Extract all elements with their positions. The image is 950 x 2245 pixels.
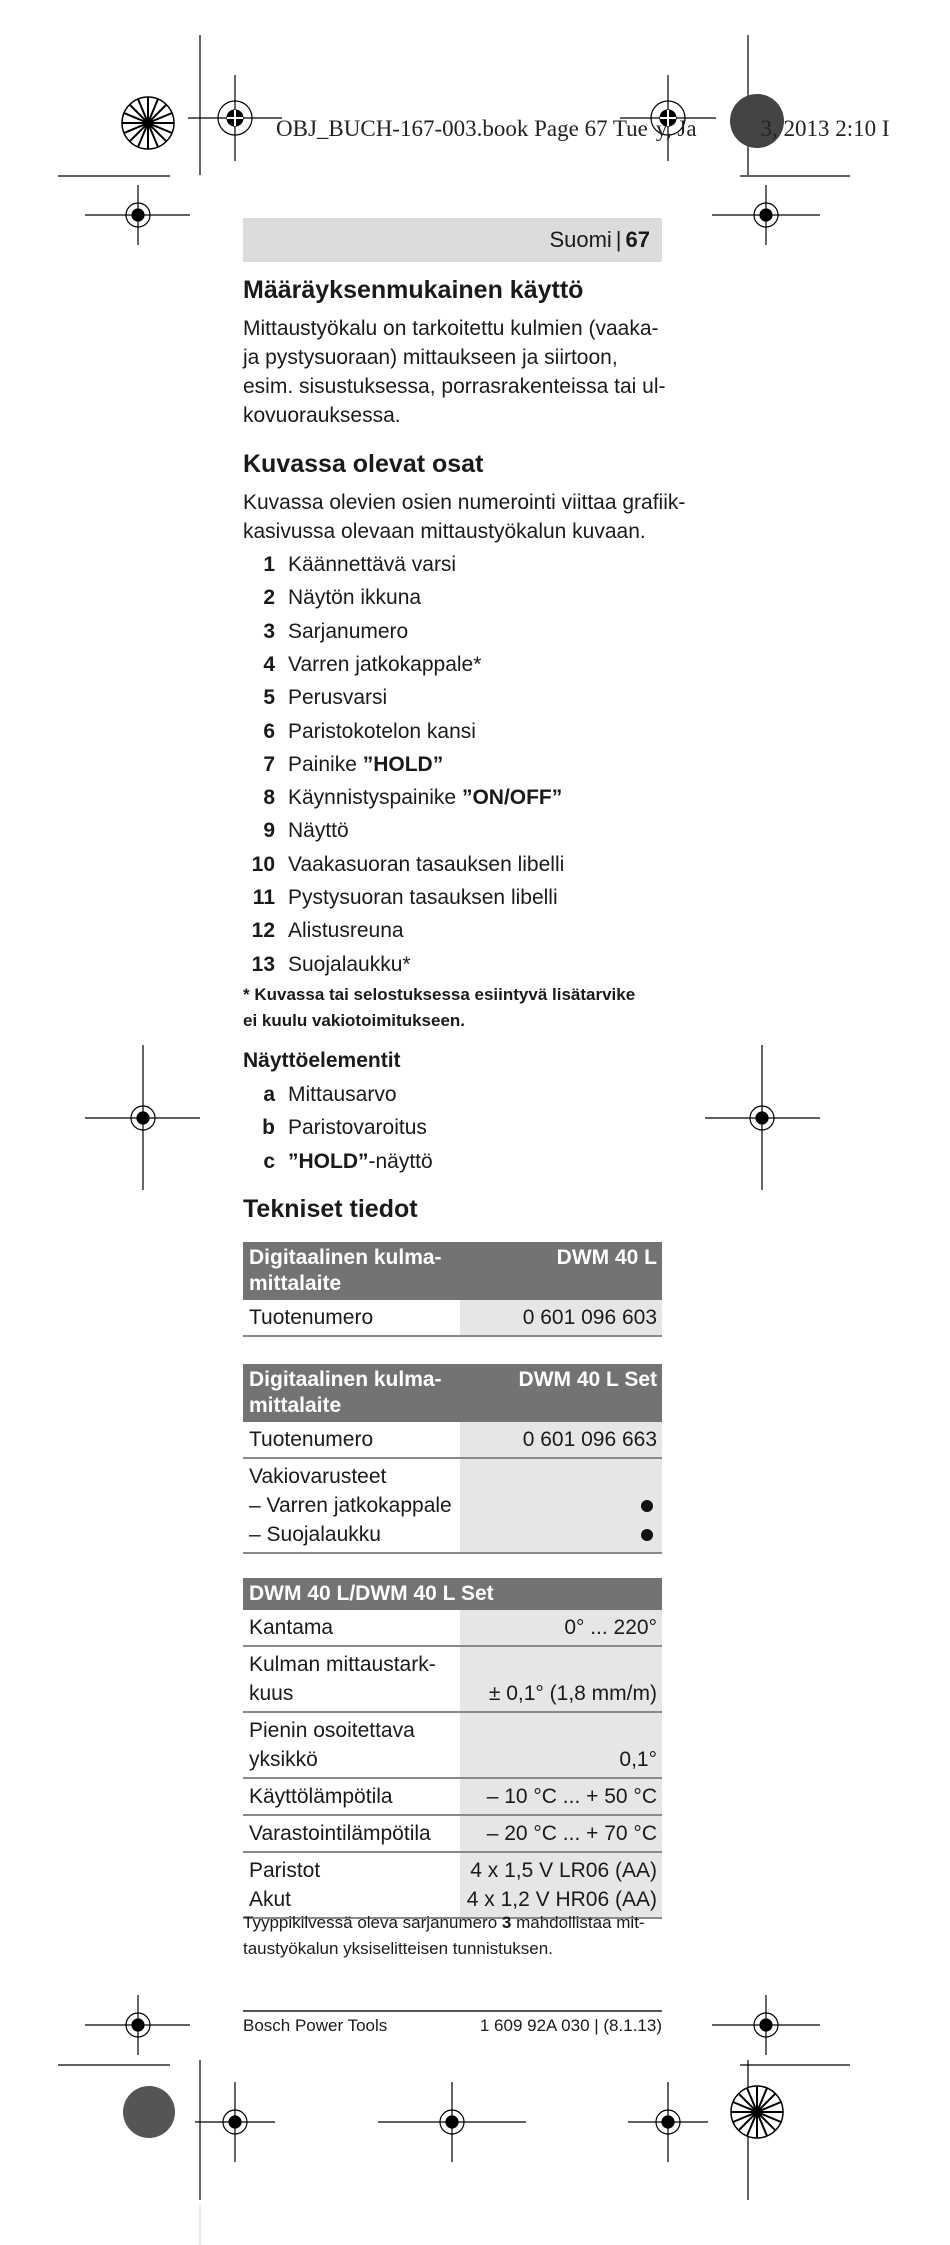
table-header: DWM 40 L/DWM 40 L Set [243, 1578, 662, 1610]
footer-publisher: Bosch Power Tools [243, 2016, 388, 2035]
item-label: Vaakasuoran tasauksen libelli [288, 852, 565, 876]
item-number: 1 [263, 553, 275, 576]
spec-table-common [243, 1578, 662, 1919]
table-row: Kulman mittaustark- kuus ± 0,1° (1,8 mm/m) [243, 1647, 662, 1713]
registration-mark [85, 1995, 190, 2055]
registration-mark [195, 2082, 275, 2162]
registration-mark [188, 75, 282, 161]
item-label: Varren jatkokappale* [288, 652, 482, 676]
accessory-footnote: * Kuvassa tai selostuksessa esiintyvä lisätarvike ei kuulu vakiotoimitukseen. [243, 985, 636, 1030]
item-letter: a [263, 1083, 275, 1106]
table-row: Käyttölämpötila – 10 °C ... + 50 °C [243, 1779, 662, 1816]
table-row: Tuotenumero 0 601 096 663 [243, 1422, 662, 1459]
table-row: Varastointilämpötila – 20 °C ... + 70 °C [243, 1816, 662, 1853]
separator: | [615, 227, 622, 252]
registration-mark [628, 2082, 708, 2162]
list-item [243, 617, 409, 646]
table-row: Tuotenumero 0 601 096 603 [243, 1300, 662, 1337]
table-header: Digitaalinen kulma- mittalaite DWM 40 L Set [243, 1364, 662, 1422]
section-title-specs: Tekniset tiedot [243, 1195, 418, 1223]
list-item [243, 1113, 427, 1142]
item-label: Alistusreuna [288, 919, 404, 943]
footer-doc-number: 1 609 92A 030 | (8.1.13) [479, 2016, 662, 2035]
item-label: Näyttö [288, 819, 349, 843]
item-label: Perusvarsi [288, 686, 388, 710]
item-number: 10 [251, 852, 275, 876]
serial-number-note: Tyyppikilvessä oleva sarjanumero 3 mahdollistaa mit- taustyökalun yksiselitteisen tunnistuksen. [243, 1913, 645, 1958]
item-number: 8 [263, 786, 275, 810]
model-name: DWM 40 L Set [518, 1368, 657, 1391]
included-bullet-icon [641, 1500, 653, 1512]
list-item [243, 816, 349, 845]
registration-starburst [122, 97, 174, 149]
list-item [243, 783, 563, 812]
registration-mark [85, 1045, 200, 1190]
language-label: Suomi [549, 227, 612, 252]
list-item [243, 683, 388, 712]
item-label: Näytön ikkuna [288, 586, 422, 610]
registration-mark [705, 1045, 820, 1190]
footer-rule [243, 2010, 662, 2012]
item-label: Suojalaukku* [288, 952, 411, 976]
table-row: Pienin osoitettava yksikkö 0,1° [243, 1713, 662, 1779]
list-item [243, 883, 558, 912]
item-number: 4 [263, 652, 275, 676]
table-row: Kantama 0° ... 220° [243, 1610, 662, 1647]
item-label: ”HOLD”-näyttö [288, 1149, 433, 1173]
page-number: 67 [625, 227, 650, 252]
item-label: Sarjanumero [288, 619, 409, 643]
list-item [243, 916, 404, 945]
table-row: Paristot Akut 4 x 1,5 V LR06 (AA) 4 x 1,2 V HR06 (AA) [243, 1853, 662, 1919]
item-label: Käynnistyspainike ”ON/OFF” [288, 786, 563, 810]
parts-paragraph: Kuvassa olevien osien numerointi viittaa grafiik- kasivussa olevaan mittaustyökalun kuvaan. [243, 491, 686, 543]
list-item [243, 950, 411, 979]
model-name: DWM 40 L [556, 1246, 657, 1269]
item-label: Käännettävä varsi [288, 553, 457, 576]
item-letter: b [262, 1116, 275, 1140]
item-label: Mittausarvo [288, 1083, 397, 1106]
list-item [243, 583, 422, 612]
section-title-intended-use: Määräyksenmukainen käyttö [243, 276, 584, 304]
table-header: Digitaalinen kulma- mittalaite DWM 40 L [243, 1242, 662, 1300]
item-number: 7 [263, 752, 275, 776]
list-item [243, 850, 565, 879]
item-label: Painike ”HOLD” [288, 752, 444, 776]
item-number: 2 [263, 586, 275, 610]
intended-use-paragraph: Mittaustyökalu on tarkoitettu kulmien (vaaka- ja pystysuoraan) mittaukseen ja siirtoon, esim. sisustuksessa, porrasrakenteissa tai ul- kovuorauksessa. [243, 317, 666, 427]
item-number: 6 [263, 719, 275, 743]
included-bullet-icon [641, 1529, 653, 1541]
section-title-parts: Kuvassa olevat osat [243, 450, 484, 478]
book-header-line: OBJ_BUCH-167-003.book Page 67 Tue y, Ja 3, 2013 2:10 I [276, 116, 890, 141]
item-number: 11 [252, 886, 275, 909]
item-number: 13 [251, 952, 275, 976]
section-title-display: Näyttöelementit [243, 1049, 401, 1072]
item-label: Pystysuoran tasauksen libelli [288, 886, 558, 909]
item-number: 9 [263, 819, 275, 843]
list-item [243, 750, 444, 779]
registration-mark [378, 2082, 526, 2162]
registration-starburst [731, 2086, 783, 2138]
item-label: Paristovaroitus [288, 1116, 427, 1140]
spec-table-dwm40l [243, 1242, 662, 1337]
item-letter: c [263, 1149, 275, 1173]
registration-mark [712, 1995, 820, 2055]
list-item [243, 1080, 397, 1109]
registration-dot [123, 2086, 175, 2138]
item-label: Paristokotelon kansi [288, 719, 476, 743]
list-item [243, 717, 476, 746]
registration-mark [85, 185, 190, 245]
page-header-bar [243, 218, 662, 262]
table-row-accessories: Vakiovarusteet – Varren jatkokappale – Suojalaukku [243, 1459, 662, 1554]
registration-mark [712, 185, 820, 245]
list-item [243, 550, 457, 579]
item-number: 5 [263, 686, 275, 710]
item-number: 3 [263, 619, 275, 643]
spec-table-dwm40l-set [243, 1364, 662, 1554]
list-item [243, 1147, 433, 1176]
list-item [243, 650, 482, 679]
item-number: 12 [251, 919, 275, 943]
